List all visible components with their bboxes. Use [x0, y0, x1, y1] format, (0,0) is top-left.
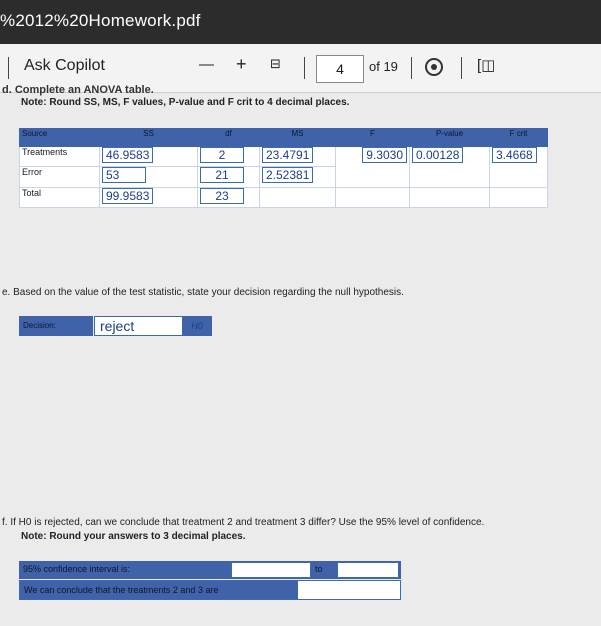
ss-treatments-input[interactable]: 46.9583	[102, 147, 153, 163]
zoom-out-button[interactable]: —	[199, 56, 214, 73]
ss-total-input[interactable]: 99.9583	[102, 188, 153, 204]
ci-lower-input[interactable]	[231, 562, 311, 578]
f-crit-input[interactable]: 3.4668	[492, 147, 537, 163]
window-title-bar	[0, 0, 601, 44]
conclusion-dropdown[interactable]	[300, 582, 398, 598]
toolbar-divider	[304, 57, 305, 79]
df-error-input[interactable]: 21	[200, 167, 244, 183]
p-value-input[interactable]: 0.00128	[412, 147, 463, 163]
conclusion-row	[19, 580, 401, 600]
page-total: of 19	[369, 59, 398, 74]
table-row	[20, 147, 548, 167]
pdf-page	[0, 84, 601, 626]
fit-page-icon[interactable]: ⊟	[270, 56, 281, 71]
h0-label: H0	[182, 316, 212, 336]
toolbar-divider	[461, 57, 462, 79]
page-view-icon[interactable]: [◫	[477, 57, 496, 74]
row-label-total: Total	[20, 187, 100, 207]
ci-upper-input[interactable]	[337, 562, 399, 578]
row-label-treatments: Treatments	[20, 147, 100, 167]
anova-table	[19, 128, 548, 208]
f-value-input[interactable]: 9.3030	[362, 147, 407, 163]
decision-dropdown[interactable]: reject	[94, 316, 185, 336]
question-f: f. If H0 is rejected, can we conclude that treatment 2 and treatment 3 differ? Use the 95% level of confidence.	[2, 517, 485, 528]
ms-treatments-input[interactable]: 23.4791	[262, 147, 313, 163]
header-p-value: P-value	[410, 129, 490, 147]
ss-error-input[interactable]: 53	[102, 167, 146, 183]
header-source: Source	[20, 129, 100, 147]
rounding-note: Note: Round SS, MS, F values, P-value and F crit to 4 decimal places.	[21, 97, 350, 108]
question-d-partial: d. Complete an ANOVA table.	[2, 84, 154, 96]
header-df: df	[198, 129, 260, 147]
table-row	[20, 187, 548, 207]
confidence-interval-row	[19, 561, 401, 579]
rotate-icon[interactable]	[425, 58, 443, 76]
question-f-note: Note: Round your answers to 3 decimal places.	[21, 531, 246, 542]
anova-header-row	[20, 129, 548, 147]
toolbar-divider	[8, 57, 9, 79]
decision-label: Decision:	[19, 316, 93, 336]
page-number-input[interactable]: 4	[316, 55, 364, 83]
header-ss: SS	[100, 129, 198, 147]
conclusion-label: We can conclude that the treatments 2 and 3 are	[20, 581, 298, 599]
ms-error-input[interactable]: 2.52381	[262, 167, 313, 183]
df-treatments-input[interactable]: 2	[200, 147, 244, 163]
window-title: %2012%20Homework.pdf	[0, 11, 201, 30]
header-f: F	[336, 129, 410, 147]
ci-to-label: to	[315, 564, 323, 574]
row-label-error: Error	[20, 167, 100, 187]
df-total-input[interactable]: 23	[200, 188, 244, 204]
zoom-in-button[interactable]: +	[236, 54, 247, 74]
question-e: e. Based on the value of the test statistic, state your decision regarding the null hypothesis.	[2, 287, 404, 298]
toolbar-divider	[411, 57, 412, 79]
header-f-crit: F crit	[490, 129, 548, 147]
ci-label: 95% confidence interval is:	[23, 564, 131, 574]
header-ms: MS	[260, 129, 336, 147]
ask-copilot-button[interactable]: Ask Copilot	[24, 57, 105, 74]
